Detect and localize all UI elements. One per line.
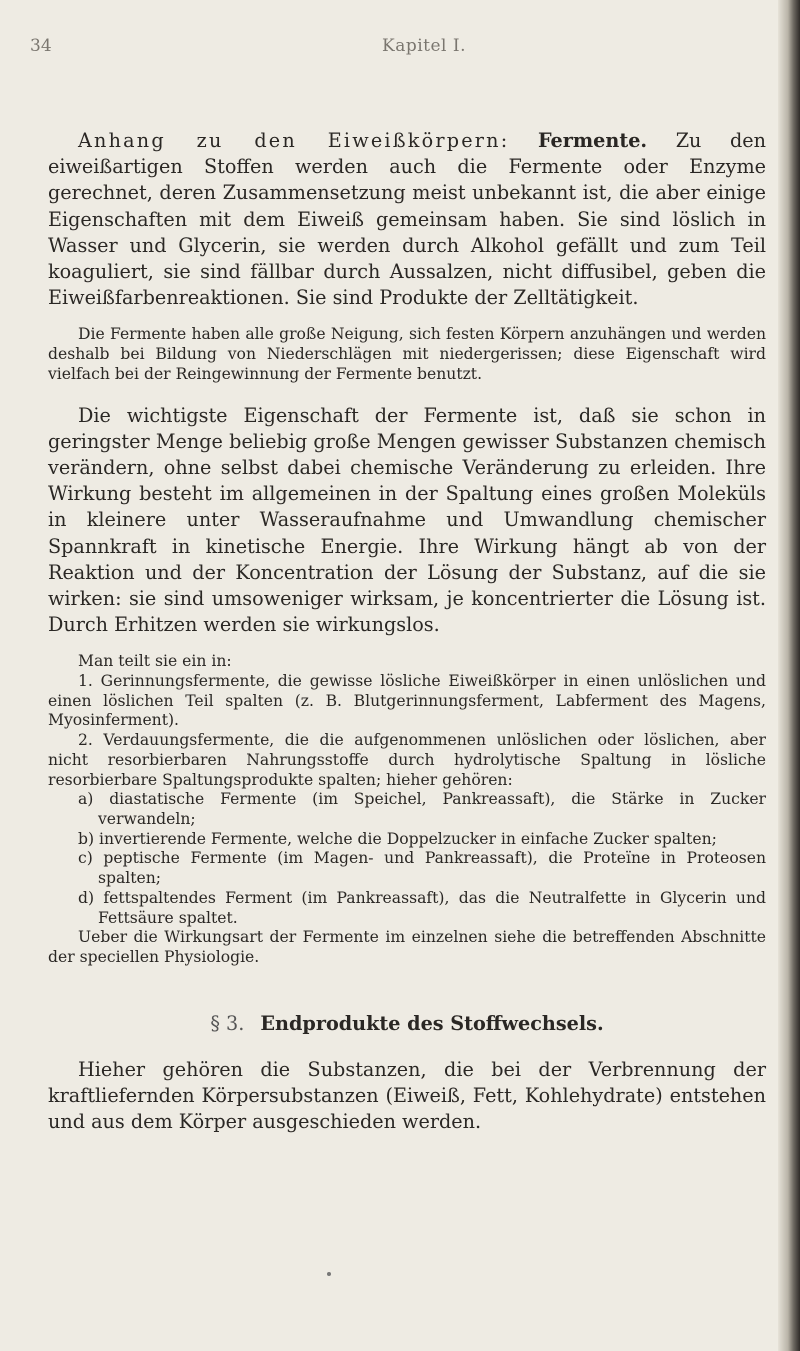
- list-subitem: c) peptische Fermente (im Magen- und Pankreassaft), die Proteïne in Proteosen spalten;: [78, 849, 766, 888]
- list-subitem: a) diastatische Fermente (im Speichel, Pankreassaft), die Stärke in Zucker verwandeln;: [78, 790, 766, 828]
- main-paragraph: Die wichtigste Eigenschaft der Fermente ist, daß sie schon in geringster Menge beliebig große Mengen gewisser Substanzen chemisch verändern, ohne selbst dabei chemische Veränderung zu erleiden. Ihre Wirkung besteht im allgemeinen in der Spaltung eines großen Moleküls in kleinere unter Wasseraufnahme und Umwandlung chemischer Spannkraft in kinetische Energie. Ihre Wirkung hängt ab von der Reaktion und der Koncentration der Lösung der Substanz, auf die sie wirken: sie sind umsoweniger wirksam, je koncentrierter die Lösung ist. Durch Erhitzen werden sie wirkungslos.: [48, 403, 766, 637]
- running-title: Kapitel I.: [382, 36, 467, 56]
- section-title: Endprodukte des Stoffwechsels.: [260, 1011, 604, 1035]
- page-header: [0, 36, 800, 60]
- list-item: 1. Gerinnungsfermente, die gewisse lösliche Eiweißkörper in einen unlöslichen und einen löslichen Teil spalten (z. B. Blutgerinnungsferment, Labferment des Magens, Myosinferment).: [48, 672, 766, 730]
- classification-closing: Ueber die Wirkungsart der Fermente im einzelnen siehe die betreffenden Abschnitte der speciellen Physiologie.: [48, 928, 766, 966]
- list-item: 2. Verdauungsfermente, die die aufgenommenen unlöslichen oder löslichen, aber nicht resorbierbaren Nahrungsstoffe durch hydrolytische Spaltung in lösliche resorbierbare Spaltungsprodukte spalten; hieher gehören:: [48, 731, 766, 789]
- section-heading: [48, 1012, 766, 1035]
- appendix-text: Zu den eiweißartigen Stoffen werden auch die Fermente oder Enzyme gerechnet, deren Zusammensetzung meist unbekannt ist, die aber einige Eigenschaften mit dem Eiweiß gemeinsam haben. Sie sind löslich in Wasser und Glycerin, sie werden durch Alkohol gefällt und zum Teil koaguliert, sie sind fällbar durch Aussalzen, nicht diffusibel, geben die Eiweißfarbenreaktionen. Sie sind Produkte der Zelltätigkeit.: [48, 129, 766, 310]
- list-subitem: d) fettspaltendes Ferment (im Pankreassaft), das die Neutralfette in Glycerin und Fettsäure spaltet.: [78, 888, 766, 927]
- page-edge-shadow: [778, 0, 800, 1351]
- note-paragraph: Die Fermente haben alle große Neigung, sich festen Körpern anzuhängen und werden deshalb bei Bildung von Niederschlägen mit niedergerissen; diese Eigenschaft wird vielfach bei der Reingewinnung der Fermente benutzt.: [48, 325, 766, 383]
- classification-list: [48, 652, 766, 967]
- section-paragraph: Hieher gehören die Substanzen, die bei der Verbrennung der kraftliefernden Körpersubstanzen (Eiweiß, Fett, Kohlehydrate) entstehen und aus dem Körper ausgeschieden werden.: [48, 1057, 766, 1134]
- specks: [327, 1272, 331, 1276]
- classification-intro: Man teilt sie ein in:: [78, 652, 232, 671]
- page-number: 34: [30, 36, 52, 56]
- page-body: [48, 128, 766, 1135]
- section-number: § 3.: [210, 1011, 245, 1035]
- list-subitem: b) invertierende Fermente, welche die Doppelzucker in einfache Zucker spalten;: [78, 829, 717, 848]
- appendix-lead: Anhang zu den Eiweißkörpern:: [78, 129, 510, 152]
- appendix-paragraph: [48, 128, 766, 311]
- appendix-lead-title: Fermente.: [537, 129, 648, 152]
